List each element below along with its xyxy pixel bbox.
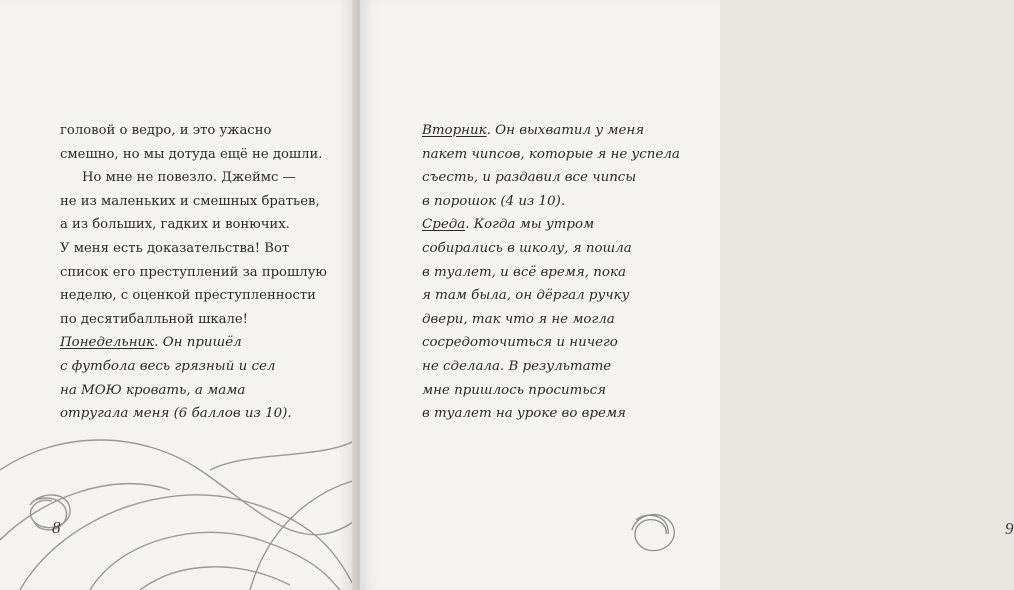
- text-line: на МОЮ кровать, а мама: [60, 382, 246, 398]
- diary-entry-wednesday: [422, 213, 682, 237]
- text-line: я там была, он дёргал ручку: [422, 288, 630, 304]
- text-line: в туалет на уроке во время: [422, 406, 626, 422]
- day-heading-wednesday: Среда: [422, 217, 466, 233]
- text-line: головой о ведро, и это ужасно: [60, 123, 272, 138]
- text-line: не сделала. В результате: [422, 358, 612, 374]
- page-number-left: 8: [52, 518, 61, 537]
- text-line: неделю, с оценкой преступленности: [60, 288, 316, 304]
- page-number-right: 9: [1005, 519, 1014, 538]
- day-heading-monday: Понедельник: [60, 335, 155, 351]
- text-line: отругала меня (6 баллов из 10).: [60, 406, 292, 422]
- entry-text: . Он пришёл: [154, 335, 242, 351]
- entry-text: . Когда мы утром: [465, 217, 595, 233]
- text-line: смешно, но мы дотуда ещё не дошли.: [60, 146, 323, 162]
- text-line: съесть, и раздавил все чипсы: [422, 170, 637, 186]
- text-line: Но мне не повезло. Джеймс —: [82, 170, 296, 186]
- text-line: собирались в школу, я пошла: [422, 240, 632, 256]
- right-text-block: [422, 119, 682, 426]
- diary-entry-tuesday: [422, 119, 682, 143]
- text-line: пакет чипсов, которые я не успела: [422, 146, 680, 162]
- text-line: а из больших, гадких и вонючих.: [60, 217, 290, 233]
- left-page: [0, 0, 356, 590]
- right-page: [360, 0, 1014, 590]
- text-line: двери, так что я не могла: [422, 311, 615, 327]
- text-line: сосредоточиться и ничего: [422, 335, 618, 351]
- text-line: не из маленьких и смешных братьев,: [60, 193, 320, 209]
- text-line: в порошок (4 из 10).: [422, 193, 566, 209]
- text-line: список его преступлений за прошлую: [60, 264, 327, 280]
- text-line: У меня есть доказательства! Вот: [60, 240, 290, 256]
- left-text-block: [60, 119, 340, 426]
- text-line: с футбола весь грязный и сел: [60, 358, 276, 374]
- text-line: в туалет, и всё время, пока: [422, 264, 626, 280]
- day-heading-tuesday: Вторник: [422, 123, 487, 138]
- text-line: мне пришлось проситься: [422, 382, 606, 398]
- text-line: по десятибалльной шкале!: [60, 311, 248, 327]
- diary-entry-monday: [60, 331, 340, 355]
- entry-text: . Он выхватил у меня: [486, 123, 645, 138]
